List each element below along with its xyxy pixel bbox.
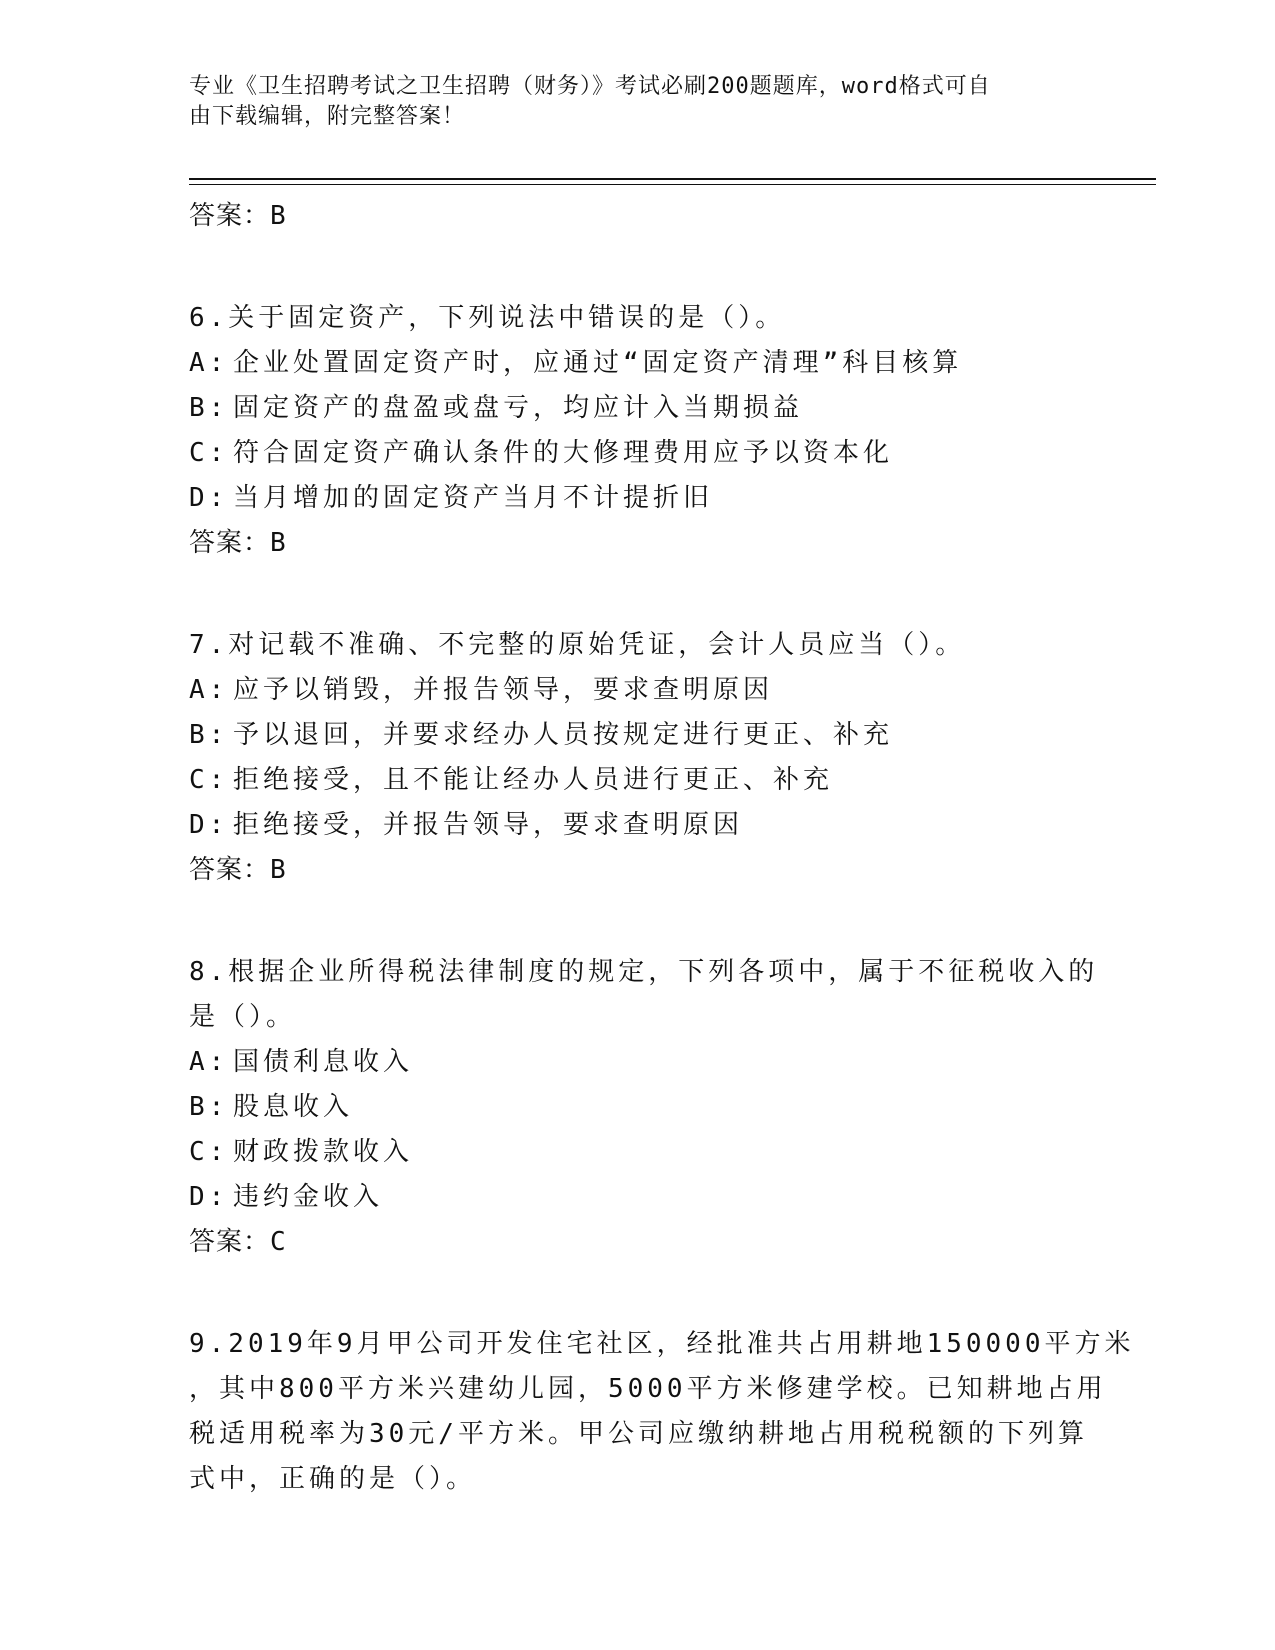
option-d <box>189 476 1089 521</box>
option-text: 应予以销毁，并报告领导，要求查明原因 <box>233 675 774 705</box>
option-key: D: <box>189 483 229 513</box>
question-9 <box>189 1322 1135 1502</box>
option-key: A: <box>189 675 229 705</box>
option-a <box>189 1040 1089 1085</box>
option-text: 财政拨款收入 <box>233 1137 414 1167</box>
document-body <box>189 190 1135 1502</box>
question-stem-line: 9.2019年9月甲公司开发住宅社区，经批准共占用耕地150000平方米 <box>189 1329 1135 1359</box>
option-b <box>189 1085 1089 1130</box>
question-stem-line: 8.根据企业所得税法律制度的规定，下列各项中，属于不征税收入的 <box>189 957 1099 987</box>
answer-q6: 答案：B <box>189 528 287 558</box>
header-line-2: 由下载编辑，附完整答案！ <box>189 104 466 129</box>
question-6 <box>189 296 1089 565</box>
option-text: 拒绝接受，且不能让经办人员进行更正、补充 <box>233 765 834 795</box>
option-text: 拒绝接受，并报告领导，要求查明原因 <box>233 810 744 840</box>
option-key: D: <box>189 1182 229 1212</box>
option-text: 股息收入 <box>233 1092 354 1122</box>
question-7 <box>189 623 1089 892</box>
option-b <box>189 386 1089 431</box>
option-b <box>189 713 1089 758</box>
answer-q8: 答案：C <box>189 1227 287 1257</box>
option-c <box>189 758 1089 803</box>
option-a <box>189 341 1089 386</box>
option-text: 当月增加的固定资产当月不计提折旧 <box>233 483 714 513</box>
question-stem <box>189 950 1099 1040</box>
question-8 <box>189 950 1099 1264</box>
answer-q7: 答案：B <box>189 855 287 885</box>
option-c <box>189 1130 1089 1175</box>
question-stem-line: 税适用税率为30元/平方米。甲公司应缴纳耕地占用税税额的下列算 <box>189 1419 1088 1449</box>
option-a <box>189 668 1089 713</box>
header-divider-thin <box>189 184 1156 185</box>
option-key: B: <box>189 720 229 750</box>
option-key: C: <box>189 1137 229 1167</box>
option-text: 予以退回，并要求经办人员按规定进行更正、补充 <box>233 720 894 750</box>
option-c <box>189 431 1089 476</box>
answer-q5: 答案：B <box>189 201 287 231</box>
option-d <box>189 803 1089 848</box>
question-stem-line: 是（）。 <box>189 1002 297 1032</box>
header-divider-thick <box>189 178 1156 180</box>
option-key: A: <box>189 1047 229 1077</box>
option-text: 符合固定资产确认条件的大修理费用应予以资本化 <box>233 438 894 468</box>
option-key: B: <box>189 1092 229 1122</box>
option-key: A: <box>189 348 229 378</box>
header-line-1: 专业《卫生招聘考试之卫生招聘（财务）》考试必刷200题题库，word格式可自 <box>189 74 991 99</box>
option-text: 违约金收入 <box>233 1182 384 1212</box>
question-stem-line: 7.对记载不准确、不完整的原始凭证，会计人员应当（）。 <box>189 630 966 660</box>
option-d <box>189 1175 1089 1220</box>
option-text: 固定资产的盘盈或盘亏，均应计入当期损益 <box>233 393 804 423</box>
option-text: 国债利息收入 <box>233 1047 414 1077</box>
question-stem-line: ，其中800平方米兴建幼儿园，5000平方米修建学校。已知耕地占用 <box>189 1374 1107 1404</box>
option-key: C: <box>189 438 229 468</box>
question-stem <box>189 296 1089 341</box>
option-text: 企业处置固定资产时，应通过“固定资产清理”科目核算 <box>233 348 963 378</box>
question-stem-line: 6.关于固定资产，下列说法中错误的是（）。 <box>189 303 786 333</box>
document-header <box>189 72 1089 132</box>
question-stem <box>189 1322 1135 1502</box>
option-key: D: <box>189 810 229 840</box>
option-key: B: <box>189 393 229 423</box>
option-key: C: <box>189 765 229 795</box>
question-stem-line: 式中，正确的是（）。 <box>189 1464 477 1494</box>
question-stem <box>189 623 1089 668</box>
